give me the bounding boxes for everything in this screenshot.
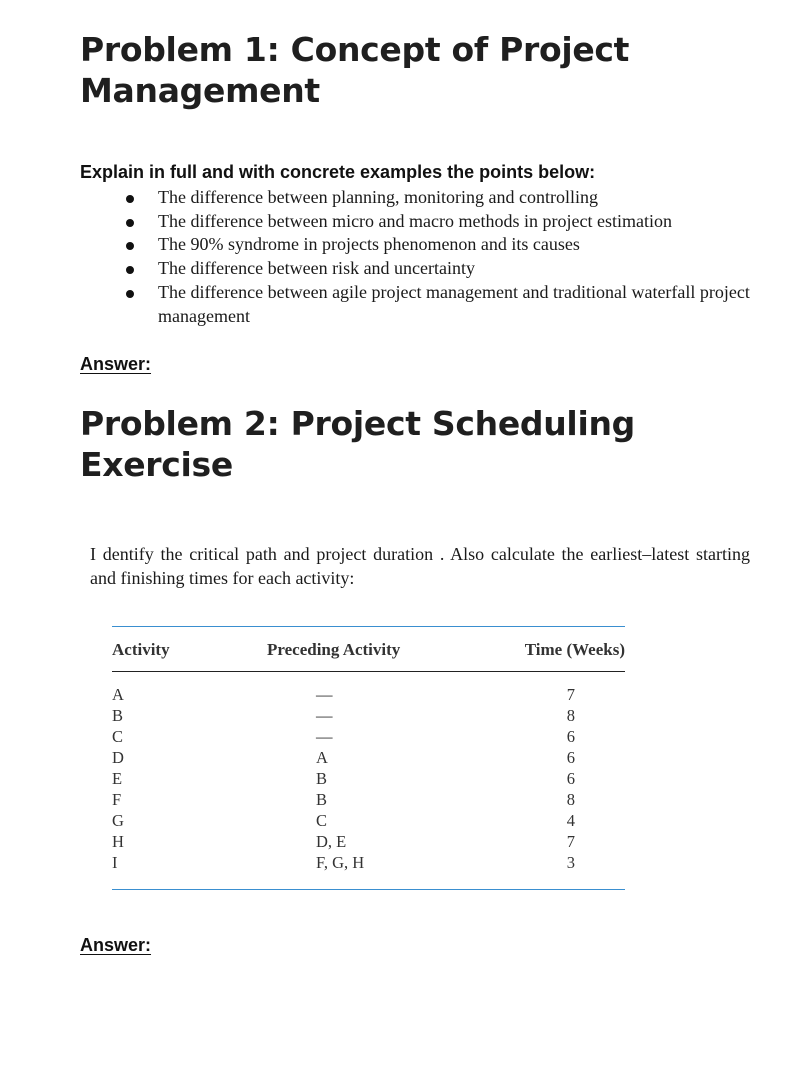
- cell-time: 6: [566, 748, 575, 767]
- cell-activity: C: [112, 727, 124, 746]
- list-item: [120, 186, 760, 210]
- column-header-time-weeks: Time (Weeks): [524, 640, 625, 659]
- cell-preceding: F, G, H: [316, 853, 365, 872]
- cell-time: 6: [566, 769, 575, 788]
- cell-preceding: —: [316, 685, 333, 704]
- list-item-text: The 90% syndrome in projects phenomenon and its causes: [158, 234, 580, 255]
- cell-time: 7: [566, 685, 575, 704]
- table-row: [112, 726, 625, 747]
- bullet-icon: [126, 195, 134, 203]
- list-item: [120, 233, 760, 257]
- problem-1-answer-label: Answer:: [80, 354, 152, 374]
- cell-time: 8: [566, 790, 575, 809]
- table-row: [112, 852, 625, 873]
- bullet-icon: [126, 219, 134, 227]
- table-row: [112, 831, 625, 852]
- activity-table: [112, 626, 625, 890]
- cell-preceding: D, E: [316, 832, 347, 851]
- cell-time: 4: [566, 811, 575, 830]
- list-item-text: The difference between planning, monitoring and controlling: [158, 187, 599, 207]
- list-item-text: The difference between agile project management and traditional waterfall project management: [158, 281, 750, 326]
- cell-preceding: B: [316, 790, 328, 809]
- bullet-icon: [126, 290, 134, 298]
- table-row: [112, 768, 625, 789]
- cell-time: 8: [566, 706, 575, 725]
- cell-time: 7: [566, 832, 575, 851]
- table-header-divider: [112, 671, 625, 672]
- table-body: [112, 684, 625, 873]
- column-header-preceding-activity: Preceding Activity: [267, 640, 401, 659]
- list-item: [120, 281, 760, 328]
- table-row: [112, 810, 625, 831]
- bullet-icon: [126, 266, 134, 274]
- column-header-activity: Activity: [112, 640, 170, 659]
- table-row: [112, 789, 625, 810]
- table-row: [112, 747, 625, 768]
- problem-1-instructions: Explain in full and with concrete examples the points below:: [80, 162, 596, 182]
- cell-preceding: B: [316, 769, 328, 788]
- cell-preceding: —: [316, 706, 333, 725]
- cell-activity: A: [112, 685, 124, 704]
- problem-2-instructions: I dentify the critical path and project duration . Also calculate the earliest–latest starting and finishing times for each activity:: [90, 544, 750, 588]
- list-item: [120, 257, 760, 281]
- problem-1-title: Problem 1: Concept of Project Management: [80, 30, 630, 110]
- list-item-text: The difference between micro and macro methods in project estimation: [158, 210, 672, 231]
- problem-2-answer-label: Answer:: [80, 935, 152, 955]
- cell-activity: I: [112, 853, 118, 872]
- cell-activity: F: [112, 790, 122, 809]
- cell-activity: H: [112, 832, 124, 851]
- list-item: [120, 210, 760, 234]
- problem-1-bullet-list: [120, 186, 760, 328]
- table-row: [112, 684, 625, 705]
- list-item-text: The difference between risk and uncertainty: [158, 258, 476, 279]
- cell-preceding: A: [316, 748, 328, 767]
- cell-activity: E: [112, 769, 123, 788]
- table-row: [112, 705, 625, 726]
- cell-activity: G: [112, 811, 124, 830]
- problem-2-title: Problem 2: Project Scheduling Exercise: [80, 404, 635, 484]
- cell-preceding: C: [316, 811, 328, 830]
- cell-time: 6: [566, 727, 575, 746]
- cell-activity: D: [112, 748, 124, 767]
- cell-preceding: —: [316, 727, 333, 746]
- cell-activity: B: [112, 706, 124, 725]
- bullet-icon: [126, 242, 134, 250]
- cell-time: 3: [566, 853, 575, 872]
